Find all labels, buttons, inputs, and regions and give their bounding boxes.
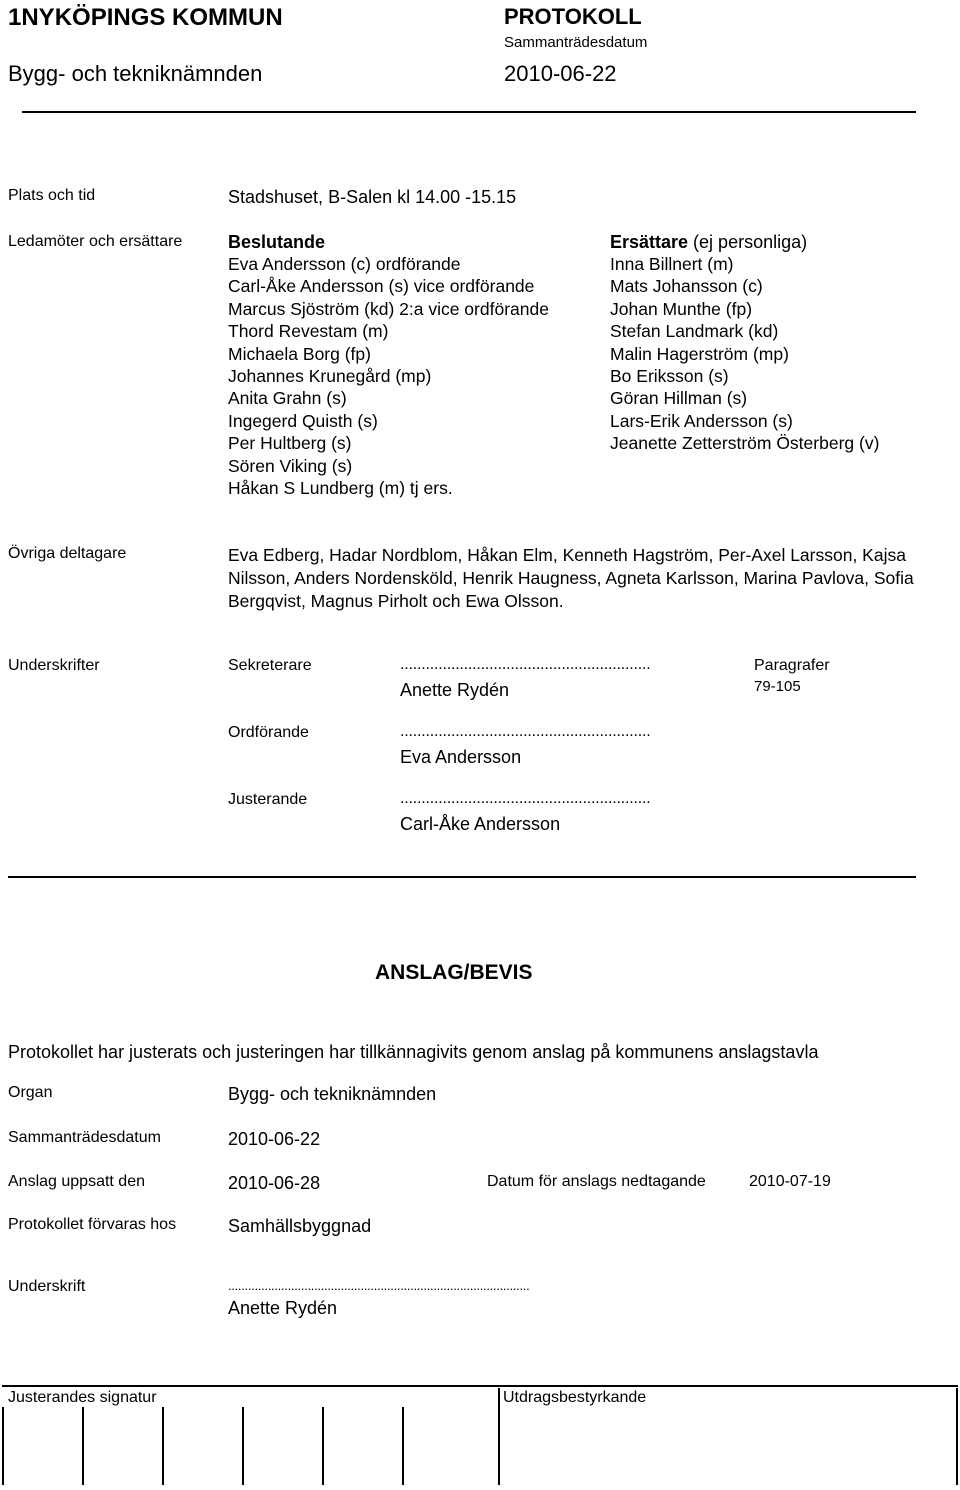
removed-label: Datum för anslags nedtagande	[487, 1173, 706, 1190]
adjuster-label: Justerande	[228, 791, 308, 808]
members-label: Ledamöter och ersättare	[8, 233, 183, 250]
decision-makers-heading: Beslutande	[228, 232, 326, 252]
substitutes-heading-bold: Ersättare	[610, 232, 689, 252]
adjuster-signature-line: ...........................................................	[400, 790, 651, 807]
signature-label: Underskrift	[8, 1278, 86, 1295]
place-value: Stadshuset, B-Salen kl 14.00 -15.15	[228, 187, 517, 207]
secretary-name: Anette Rydén	[400, 680, 510, 700]
notice-title: ANSLAG/BEVIS	[375, 961, 533, 984]
signatures-label: Underskrifter	[8, 657, 100, 674]
list-item: Jeanette Zetterström Österberg (v)	[610, 433, 880, 454]
footer-box-line	[498, 1388, 500, 1485]
secretary-label: Sekreterare	[228, 657, 312, 674]
list-item: Inna Billnert (m)	[610, 254, 734, 274]
others-label: Övriga deltagare	[8, 545, 127, 562]
footer-box-line	[82, 1407, 84, 1485]
list-item: Eva Andersson (c) ordförande	[228, 254, 461, 274]
notice-statement: Protokollet har justerats och justeringen har tillkännagivits genom anslag på kommunens anslagstavla	[8, 1042, 819, 1062]
municipality-name: 1NYKÖPINGS KOMMUN	[8, 4, 283, 31]
organ-label: Organ	[8, 1084, 53, 1101]
list-item: Johannes Krunegård (mp)	[228, 366, 432, 387]
notice-date-value: 2010-06-22	[228, 1129, 321, 1149]
secretary-signature-line: ...........................................................	[400, 656, 651, 673]
list-item: Per Hultberg (s)	[228, 433, 352, 454]
list-item: Håkan S Lundberg (m) tj ers.	[228, 478, 453, 499]
list-item: Carl-Åke Andersson (s) vice ordförande	[228, 276, 535, 297]
list-item: Johan Munthe (fp)	[610, 298, 753, 319]
list-item: Michaela Borg (fp)	[228, 343, 371, 364]
list-item: Anita Grahn (s)	[228, 388, 347, 409]
footer-box-line	[242, 1407, 244, 1485]
meeting-date-label: Sammanträdesdatum	[504, 34, 648, 51]
committee-name: Bygg- och tekniknämnden	[8, 61, 263, 86]
adjuster-name: Carl-Åke Andersson	[400, 814, 561, 834]
list-item: Stefan Landmark (kd)	[610, 321, 779, 342]
meeting-date: 2010-06-22	[504, 61, 617, 86]
substitutes-heading	[610, 232, 807, 253]
kept-label: Protokollet förvaras hos	[8, 1216, 177, 1233]
list-item: Malin Hagerström (mp)	[610, 343, 789, 364]
list-item: Bo Eriksson (s)	[610, 366, 729, 387]
chair-name: Eva Andersson	[400, 747, 522, 767]
footer-box-line	[2, 1407, 4, 1485]
footer-box-line	[956, 1388, 958, 1485]
place-label: Plats och tid	[8, 187, 96, 204]
others-text: Eva Edberg, Hadar Nordblom, Håkan Elm, Kenneth Hagström, Per-Axel Larsson, Kajsa Nilsson, Anders Nordensköld, Henrik Haugness, Agneta Karlsson, Marina Pavlova, Sofia Bergqvist, Magnus Pirholt och Ewa Olsson.	[228, 545, 914, 611]
footer-box-line	[402, 1407, 404, 1485]
posted-label: Anslag uppsatt den	[8, 1173, 145, 1190]
removed-value: 2010-07-19	[749, 1173, 831, 1190]
footer-divider	[2, 1385, 958, 1387]
posted-value: 2010-06-28	[228, 1173, 321, 1193]
paragraphs-label: Paragrafer	[754, 657, 830, 674]
list-item: Marcus Sjöström (kd) 2:a vice ordförande	[228, 298, 549, 319]
signature-name: Anette Rydén	[228, 1298, 338, 1318]
signatures-divider	[8, 876, 916, 878]
footer-box-line	[322, 1407, 324, 1485]
extract-label: Utdragsbestyrkande	[503, 1389, 647, 1406]
list-item: Lars-Erik Andersson (s)	[610, 410, 793, 431]
notice-date-label: Sammanträdesdatum	[8, 1129, 161, 1146]
list-item: Göran Hillman (s)	[610, 388, 748, 409]
kept-value: Samhällsbyggnad	[228, 1216, 372, 1236]
adjuster-signature-label: Justerandes signatur	[8, 1389, 157, 1406]
paragraphs-value: 79-105	[754, 678, 801, 695]
substitutes-list	[610, 253, 879, 455]
decision-makers-list	[228, 253, 549, 499]
list-item: Thord Revestam (m)	[228, 321, 389, 342]
chair-label: Ordförande	[228, 724, 309, 741]
list-item: Mats Johansson (c)	[610, 276, 763, 297]
document-type: PROTOKOLL	[504, 4, 642, 29]
substitutes-heading-rest: (ej personliga)	[688, 232, 808, 252]
list-item: Sören Viking (s)	[228, 455, 353, 476]
header-divider	[22, 111, 916, 113]
signature-line: ...........................................................................................	[228, 1278, 530, 1293]
chair-signature-line: ...........................................................	[400, 723, 651, 740]
list-item: Ingegerd Quisth (s)	[228, 410, 378, 431]
organ-value: Bygg- och tekniknämnden	[228, 1084, 437, 1104]
footer-box-line	[162, 1407, 164, 1485]
